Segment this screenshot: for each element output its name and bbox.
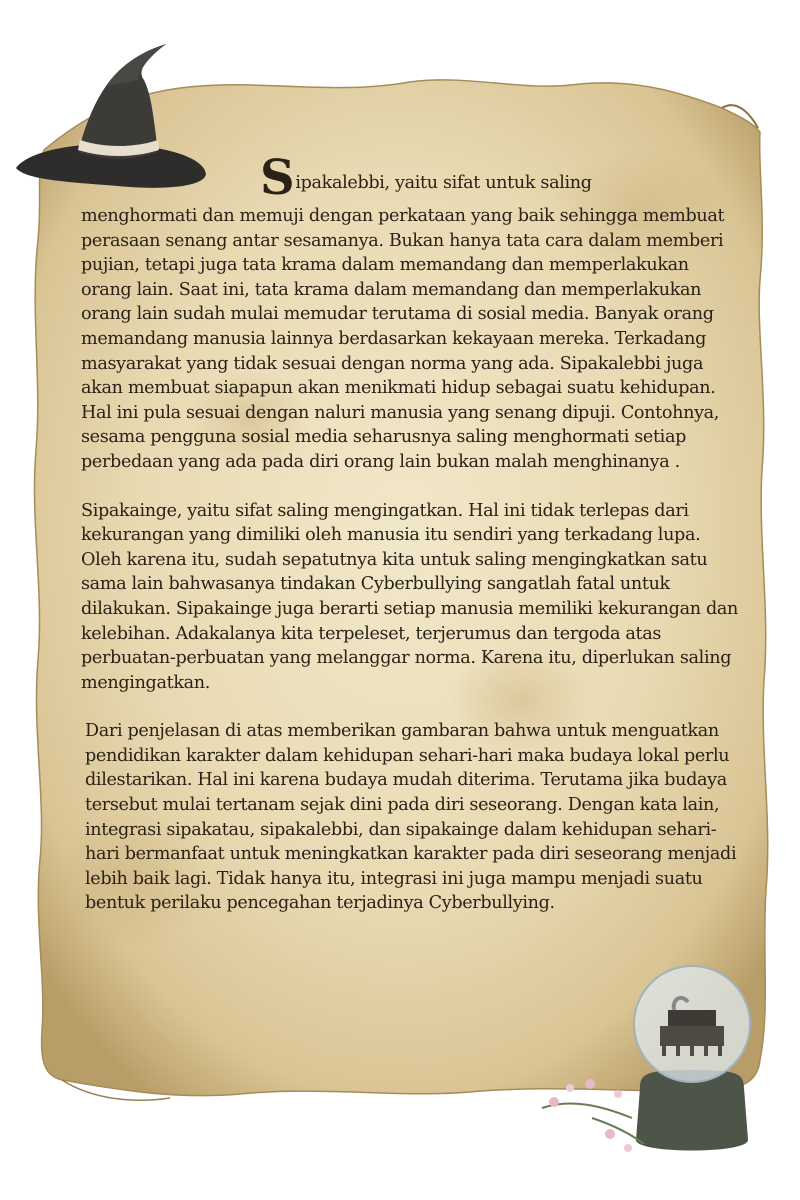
article-body <box>81 150 741 916</box>
first-line-text: ipakalebbi, yaitu sifat untuk saling <box>295 173 592 193</box>
paragraph-conclusion: Dari penjelasan di atas memberikan gambaran bahwa untuk menguatkan pendidikan karakter dalam kehidupan sehari-hari maka budaya lokal perlu dilestarikan. Hal ini karena budaya mudah diterima. Terutama jika budaya tersebut mulai tertanam sejak dini pada diri seseorang. Dengan kata lain, integrasi sipakatau, sipakalebbi, dan sipakainge dalam kehidupan sehari-hari bermanfaat untuk meningkatkan karakter pada diri seseorang menjadi lebih baik lagi. Tidak hanya itu, integrasi ini juga mampu menjadi suatu bentuk perilaku pencegahan terjadinya Cyberbullying. <box>85 721 737 914</box>
paragraph-sipakalebbi-text: menghormati dan memuji dengan perkataan yang baik sehingga membuat perasaan senang antar sesamanya. Bukan hanya tata cara dalam memberi pujian, tetapi juga tata krama dalam memandang dan memperlakukan orang lain. Saat ini, tata krama dalam memandang dan memperlakukan orang lain sudah mulai memudar terutama di sosial media. Banyak orang memandang manusia lainnya berdasarkan kekayaan mereka. Terkadang masyarakat yang tidak sesuai dengan norma yang ada. Sipakalebbi juga akan membuat siapapun akan menikmati hidup sebagai suatu kehidupan. Hal ini pula sesuai dengan naluri manusia yang senang dipuji. Contohnya, sesama pengguna sosial media seharusnya saling menghormati setiap perbedaan yang ada pada diri orang lain bukan malah menghinanya . <box>81 206 725 472</box>
paragraph-sipakainge: Sipakainge, yaitu sifat saling mengingatkan. Hal ini tidak terlepas dari kekurangan yang dimiliki oleh manusia itu sendiri yang terkadang lupa. Oleh karena itu, sudah sepatutnya kita untuk saling mengingkatkan satu sama lain bahwasanya tindakan Cyberbullying sangatlah fatal untuk dilakukan. Sipakainge juga berarti setiap manusia memiliki kekurangan dan kelebihan. Adakalanya kita terpeleset, terjerumus dan tergoda atas perbuatan-perbuatan yang melanggar norma. Karena itu, diperlukan saling mengingatkan. <box>81 500 738 693</box>
paragraph-sipakalebbi <box>81 150 741 475</box>
snow-globe-icon <box>532 958 772 1158</box>
first-line <box>81 150 741 206</box>
drop-cap: S <box>260 150 295 206</box>
